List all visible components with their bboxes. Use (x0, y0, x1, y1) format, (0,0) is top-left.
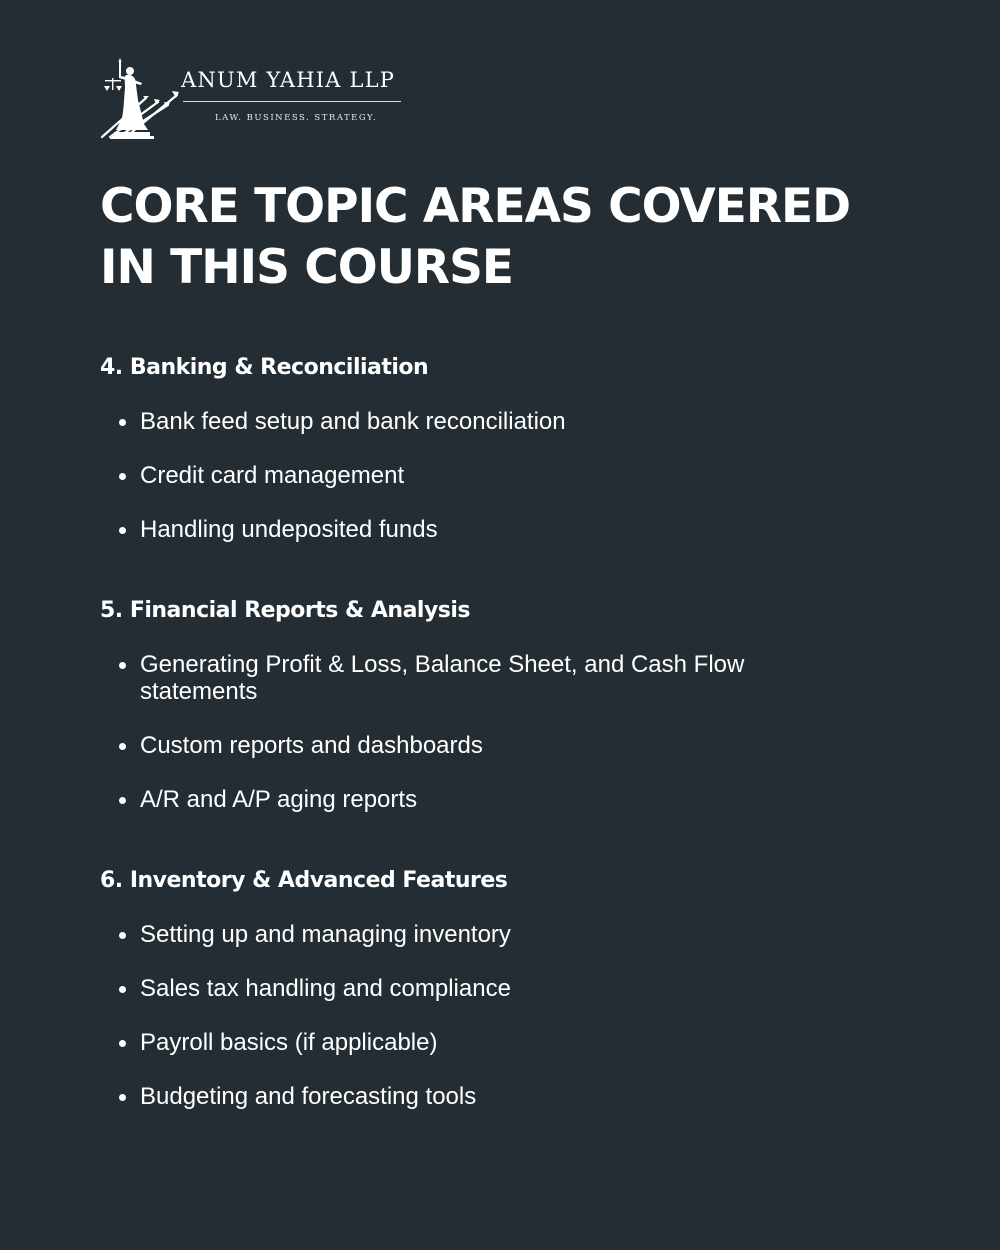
page-title-line-1: CORE TOPIC AREAS COVERED (100, 179, 851, 234)
section-list-financial-reports (100, 651, 860, 840)
list-item: Budgeting and forecasting tools (100, 1083, 860, 1110)
list-item: Bank feed setup and bank reconciliation (100, 408, 860, 435)
logo-divider (183, 101, 401, 102)
firm-logo (100, 58, 410, 142)
firm-name: ANUM YAHIA LLP (181, 68, 396, 92)
list-item: Setting up and managing inventory (100, 921, 860, 948)
firm-tagline: LAW. BUSINESS. STRATEGY. (215, 113, 378, 123)
list-item: Sales tax handling and compliance (100, 975, 860, 1002)
section-list-inventory (100, 921, 860, 1137)
lady-justice-icon (100, 58, 180, 140)
list-item: A/R and A/P aging reports (100, 786, 860, 813)
list-item: Generating Profit & Loss, Balance Sheet, and Cash Flow statements (100, 651, 860, 705)
section-list-banking (100, 408, 860, 570)
section-title-inventory: 6. Inventory & Advanced Features (100, 868, 508, 893)
section-title-financial-reports: 5. Financial Reports & Analysis (100, 598, 471, 623)
section-title-banking: 4. Banking & Reconciliation (100, 355, 429, 380)
list-item: Handling undeposited funds (100, 516, 860, 543)
page-title-line-2: IN THIS COURSE (100, 240, 514, 295)
list-item: Credit card management (100, 462, 860, 489)
list-item: Payroll basics (if applicable) (100, 1029, 860, 1056)
list-item: Custom reports and dashboards (100, 732, 860, 759)
page-title (100, 176, 930, 298)
